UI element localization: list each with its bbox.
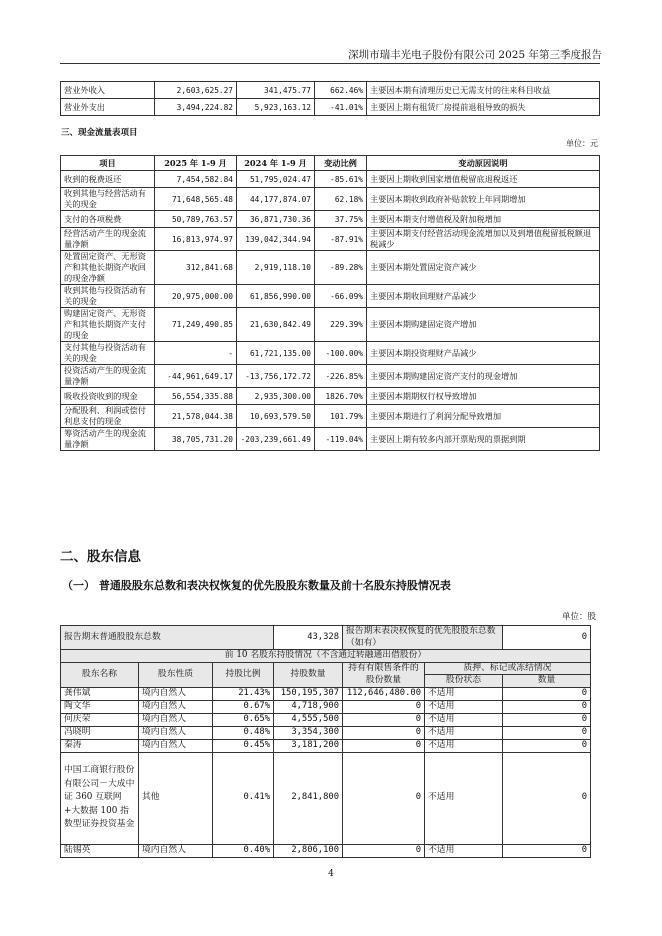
row-item: 支付的各项税费: [61, 211, 155, 228]
shareholder-name: 陆锡英: [61, 844, 139, 857]
shareholder-table: [60, 625, 591, 858]
header-nature: 股东性质: [139, 662, 213, 687]
row-change: 101.79%: [315, 405, 367, 428]
shareholder-name: 冯晓明: [61, 726, 139, 739]
header-qty: 持股数量: [274, 662, 343, 687]
shareholder-restricted: 0: [343, 752, 425, 844]
shareholder-name: 中国工商银行股份有限公司－大成中证 360 互联网+大数据 100 指数型证券投资基金: [61, 752, 139, 844]
row-current: 38,705,731.20: [155, 428, 237, 451]
cashflow-unit: 单位：元: [566, 139, 598, 148]
pref-holders-value: 0: [503, 626, 591, 650]
col-header-item: 项目: [61, 156, 155, 171]
shareholder-restricted: 0: [343, 700, 425, 713]
shareholder-restricted: 112,646,480.00: [343, 687, 425, 700]
page-number: 4: [328, 869, 334, 879]
col-header-change: 变动比例: [315, 156, 367, 171]
shareholder-nature: 境内自然人: [139, 713, 213, 726]
row-item: 收到其他与投资活动有关的现金: [61, 285, 155, 308]
row-item: 营业外支出: [61, 99, 155, 116]
row-prior: -13,756,172.72: [237, 365, 315, 388]
row-prior: 21,630,842.49: [237, 308, 315, 342]
cashflow-row: [61, 308, 600, 342]
shareholder-qty: 2,841,800: [274, 752, 343, 844]
row-prior: 51,795,024.47: [237, 171, 315, 188]
shareholder-amount: 0: [503, 687, 591, 700]
shareholder-status: 不适用: [425, 739, 503, 752]
shareholder-nature: 境内自然人: [139, 687, 213, 700]
shareholder-restricted: 0: [343, 726, 425, 739]
shareholder-row: [61, 687, 591, 700]
row-reason: 主要因上期有租赁厂房提前退租导致的损失: [367, 99, 600, 116]
cashflow-row: [61, 211, 600, 228]
shareholder-status: 不适用: [425, 726, 503, 739]
row-change: 62.18%: [315, 188, 367, 211]
shareholder-status: 不适用: [425, 752, 503, 844]
row-current: 2,603,625.27: [155, 82, 237, 99]
row-current: 56,554,335.88: [155, 388, 237, 405]
row-prior: 139,042,344.94: [237, 228, 315, 251]
shareholder-amount: 0: [503, 752, 591, 844]
cashflow-row: [61, 342, 600, 365]
cashflow-row: [61, 428, 600, 451]
row-item: 收到的税费返还: [61, 171, 155, 188]
shareholder-amount: 0: [503, 726, 591, 739]
shareholder-nature: 境内自然人: [139, 726, 213, 739]
total-holders-value: 43,328: [274, 626, 343, 650]
col-header-prior: 2024 年 1-9 月: [237, 156, 315, 171]
shareholder-name: 陶文华: [61, 700, 139, 713]
header-name: 股东名称: [61, 662, 139, 687]
row-item: 营业外收入: [61, 82, 155, 99]
cashflow-section-title: 三、现金流量表项目: [61, 128, 138, 138]
cashflow-row: [61, 285, 600, 308]
row-current: 3,494,224.82: [155, 99, 237, 116]
top10-caption-row: [61, 650, 591, 663]
income-row: [61, 82, 600, 99]
total-holders-label: 报告期末普通股股东总数: [61, 626, 274, 650]
row-reason: 主要因本期处置固定资产减少: [367, 251, 600, 285]
shareholder-ratio: 0.67%: [213, 700, 274, 713]
shareholder-row: [61, 739, 591, 752]
cashflow-row: [61, 171, 600, 188]
row-prior: 61,721,135.00: [237, 342, 315, 365]
header-ratio: 持股比例: [213, 662, 274, 687]
row-current: 50,789,763.57: [155, 211, 237, 228]
row-change: -100.00%: [315, 342, 367, 365]
cashflow-header-row: [61, 156, 600, 171]
shareholder-name: 何庆荣: [61, 713, 139, 726]
row-prior: 341,475.77: [237, 82, 315, 99]
cashflow-row: [61, 188, 600, 211]
row-change: -41.01%: [315, 99, 367, 116]
row-reason: 主要因本期支付增值税及附加税增加: [367, 211, 600, 228]
row-item: 筹资活动产生的现金流量净额: [61, 428, 155, 451]
row-current: 71,648,565.48: [155, 188, 237, 211]
cashflow-row: [61, 365, 600, 388]
cashflow-row: [61, 405, 600, 428]
shareholder-unit: 单位：股: [561, 612, 596, 622]
cashflow-row: [61, 228, 600, 251]
row-current: 7,454,582.84: [155, 171, 237, 188]
shareholder-status: 不适用: [425, 713, 503, 726]
row-reason: 主要因上期收到国家增值税留底退税返还: [367, 171, 600, 188]
header-status: 股份状态: [425, 675, 503, 688]
row-change: 229.39%: [315, 308, 367, 342]
shareholder-amount: 0: [503, 713, 591, 726]
shareholder-row: [61, 752, 591, 844]
row-reason: 主要因上期有较多内部开票贴现的票据到期: [367, 428, 600, 451]
shareholder-qty: 4,718,900: [274, 700, 343, 713]
shareholder-ratio: 0.41%: [213, 752, 274, 844]
row-current: -44,961,649.17: [155, 365, 237, 388]
income-statement-table: [60, 81, 600, 116]
cashflow-row: [61, 251, 600, 285]
col-header-current: 2025 年 1-9 月: [155, 156, 237, 171]
shareholder-name: 秦涛: [61, 739, 139, 752]
row-change: -85.61%: [315, 171, 367, 188]
row-reason: 主要因本期收到政府补贴款较上年同期增加: [367, 188, 600, 211]
pref-holders-label: 报告期末表决权恢复的优先股股东总数（如有）: [343, 626, 503, 650]
total-holders-row: [61, 626, 591, 650]
row-change: 1826.70%: [315, 388, 367, 405]
shareholder-name: 龚伟斌: [61, 687, 139, 700]
row-prior: 10,693,579.50: [237, 405, 315, 428]
header-divider: [60, 63, 600, 64]
row-current: 20,975,000.00: [155, 285, 237, 308]
shareholder-row: [61, 713, 591, 726]
row-current: 71,249,490.85: [155, 308, 237, 342]
row-prior: 61,856,990.00: [237, 285, 315, 308]
header-pledge: 质押、标记或冻结情况: [425, 662, 591, 675]
top10-caption: 前 10 名股东持股情况（不含通过转融通出借股份）: [61, 650, 591, 663]
row-reason: 主要因本期有清理历史已无需支付的往来科目收益: [367, 82, 600, 99]
row-change: 37.75%: [315, 211, 367, 228]
shareholder-restricted: 0: [343, 844, 425, 857]
header-amount: 数量: [503, 675, 591, 688]
shareholder-row: [61, 726, 591, 739]
row-change: -226.85%: [315, 365, 367, 388]
row-reason: 主要因本期支付经营活动现金流增加以及到增值税留抵税额退税减少: [367, 228, 600, 251]
shareholder-row: [61, 700, 591, 713]
cashflow-row: [61, 388, 600, 405]
row-prior: 36,871,730.36: [237, 211, 315, 228]
row-item: 经营活动产生的现金流量净额: [61, 228, 155, 251]
shareholder-ratio: 0.48%: [213, 726, 274, 739]
row-change: -119.04%: [315, 428, 367, 451]
row-change: -66.09%: [315, 285, 367, 308]
shareholder-nature: 境内自然人: [139, 739, 213, 752]
shareholder-row: [61, 844, 591, 857]
shareholder-restricted: 0: [343, 739, 425, 752]
row-item: 投资活动产生的现金流量净额: [61, 365, 155, 388]
row-prior: 44,177,874.07: [237, 188, 315, 211]
row-prior: 5,923,163.12: [237, 99, 315, 116]
row-item: 收到其他与经营活动有关的现金: [61, 188, 155, 211]
row-current: 16,813,974.97: [155, 228, 237, 251]
shareholder-status: 不适用: [425, 844, 503, 857]
row-change: 662.46%: [315, 82, 367, 99]
row-reason: 主要因本期进行了利润分配导致增加: [367, 405, 600, 428]
shareholder-ratio: 0.65%: [213, 713, 274, 726]
shareholder-ratio: 0.45%: [213, 739, 274, 752]
report-header-title: 深圳市瑞丰光电子股份有限公司 2025 年第三季度报告: [348, 49, 602, 61]
row-reason: 主要因本期购建固定资产增加: [367, 308, 600, 342]
header-restricted: 持有有限售条件的股份数量: [343, 662, 425, 687]
row-change: -87.91%: [315, 228, 367, 251]
row-prior: 2,919,118.10: [237, 251, 315, 285]
row-reason: 主要因本期收回理财产品减少: [367, 285, 600, 308]
row-item: 分配股利、利润或偿付利息支付的现金: [61, 405, 155, 428]
row-current: -: [155, 342, 237, 365]
shareholder-qty: 3,354,300: [274, 726, 343, 739]
shareholder-ratio: 0.40%: [213, 844, 274, 857]
row-prior: 2,935,300.00: [237, 388, 315, 405]
row-reason: 主要因本期购建固定资产支付的现金增加: [367, 365, 600, 388]
shareholder-nature: 其他: [139, 752, 213, 844]
shareholder-amount: 0: [503, 700, 591, 713]
row-current: 312,841.68: [155, 251, 237, 285]
row-reason: 主要因本期期权行权导致增加: [367, 388, 600, 405]
shareholder-status: 不适用: [425, 700, 503, 713]
row-change: -89.28%: [315, 251, 367, 285]
col-header-reason: 变动原因说明: [367, 156, 600, 171]
shareholder-header-row-1: [61, 662, 591, 675]
row-prior: -203,239,661.49: [237, 428, 315, 451]
shareholder-amount: 0: [503, 844, 591, 857]
shareholder-qty: 3,181,200: [274, 739, 343, 752]
shareholder-ratio: 21.43%: [213, 687, 274, 700]
income-row: [61, 99, 600, 116]
shareholder-section-title: 二、股东信息: [60, 549, 141, 565]
shareholder-qty: 2,806,100: [274, 844, 343, 857]
shareholder-nature: 境内自然人: [139, 700, 213, 713]
shareholder-nature: 境内自然人: [139, 844, 213, 857]
row-item: 购建固定资产、无形资产和其他长期资产支付的现金: [61, 308, 155, 342]
shareholder-restricted: 0: [343, 713, 425, 726]
shareholder-qty: 4,555,500: [274, 713, 343, 726]
row-item: 支付其他与投资活动有关的现金: [61, 342, 155, 365]
shareholder-status: 不适用: [425, 687, 503, 700]
shareholder-subsection-title: （一） 普通股股东总数和表决权恢复的优先股股东数量及前十名股东持股情况表: [62, 579, 451, 592]
cashflow-table: [60, 155, 600, 451]
shareholder-amount: 0: [503, 739, 591, 752]
row-reason: 主要因本期投资理财产品减少: [367, 342, 600, 365]
row-item: 吸收投资收到的现金: [61, 388, 155, 405]
row-item: 处置固定资产、无形资产和其他长期资产收回的现金净额: [61, 251, 155, 285]
row-current: 21,578,044.38: [155, 405, 237, 428]
shareholder-qty: 150,195,307: [274, 687, 343, 700]
